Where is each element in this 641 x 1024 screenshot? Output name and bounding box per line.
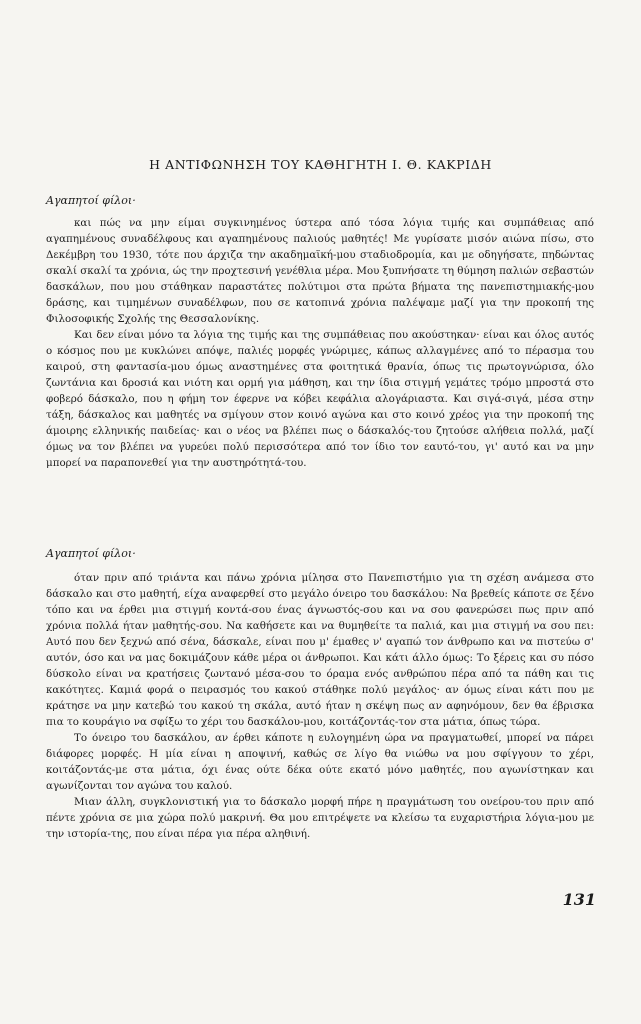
paragraph: Μιαν άλλη, συγκλονιστική για το δάσκαλο μορφή πήρε η πραγμάτωση του ονείρου-του πριν από πέντε χρόνια σε μια χώρα πολύ μακρινή. Θα μου επιτρέψετε να κλείσω τα ευχαριστήρια λόγια-μου με την ιστορία-της, που είναι πέρα για πέρα αληθινή. (46, 796, 594, 840)
salutation-1: Αγαπητοί φίλοι· (46, 194, 136, 207)
section-1-body (46, 215, 594, 471)
page-title: Η ΑΝΤΙΦΩΝΗΣΗ ΤΟΥ ΚΑΘΗΓΗΤΗ Ι. Θ. ΚΑΚΡΙΔΗ (149, 157, 492, 172)
paragraph: και πώς να μην είμαι συγκινημένος ύστερα από τόσα λόγια τιμής και συμπάθειας από αγαπημένους συναδέλφους και αγαπημένους παλιούς μαθητές! Με γυρίσατε μισόν αιώνα πίσω, στο Δεκέμβρη του 1930, τότε που άρχιζα την ακαδημαϊκή-μου σταδιοδρομία, και με οδηγήσατε, πηδώντας σκαλί σκαλί τα χρόνια, ώς την προχτεσινή γενέθλια μέρα. Μου ξυπνήσατε τη θύμηση παλιών σεβαστών δασκάλων, που μου στάθηκαν παραστάτες πολύτιμοι στα πρώτα βήματα της πανεπιστημιακής-μου δράσης, και τιμημένων συναδέλφων, που σε κατοπινά χρόνια παλέψαμε μαζί για την προκοπή της Φιλοσοφικής Σχολής της Θεσσαλονίκης. (46, 217, 594, 325)
section-2-body (46, 570, 594, 842)
page-number: 131 (562, 890, 596, 909)
paragraph: όταν πριν από τριάντα και πάνω χρόνια μίλησα στο Πανεπιστήμιο για τη σχέση ανάμεσα στο δάσκαλο και στο μαθητή, είχα αναφερθεί στο μεγάλο όνειρο του δασκάλου: Να βρεθείς κάποτε σε ξένο τόπο και να έρθει μια στιγμή κοντά-σου ένας άγνωστός-σου και να σου φανερώσει πως πριν από χρόνια πολλά ήταν μαθητής-σου. Να καθήσετε και να θυμηθείτε τα παλιά, και μια στιγμή να σου πει: Αυτό που δεν ξεχνώ από σένα, δάσκαλε, είναι που μ' έμαθες ν' αγαπώ τον άνθρωπο και να πιστεύω σ' αυτόν, όσο και να μας δοκιμάζουν κάθε μέρα οι άνθρωποι. Και κάτι άλλο όμως: Το ξέρεις και συ πόσο δύσκολο είναι να κρατήσεις ζωντανό μέσα-σου το όραμα ενός ανθρώπου πέρα από τα πάθη και τις κακότητες. Καμιά φορά ο πειρασμός του κακού στάθηκε πολύ μεγάλος· αν όμως είναι κάτι που με κράτησε να μην κατεβώ του κακού τη σκάλα, αυτό ήταν η σκέψη πως αν αφηνόμουν, δεν θα έβρισκα πια το κουράγιο να σφίξω το χέρι του δασκάλου-μου, κοιτάζοντάς-τον στα μάτια, όπως τώρα. (46, 572, 594, 728)
paragraph: Και δεν είναι μόνο τα λόγια της τιμής και της συμπάθειας που ακούστηκαν· είναι και όλος αυτός ο κόσμος που με κυκλώνει απόψε, παλιές μορφές γνώριμες, κάπως αλλαγμένες από το πέρασμα του καιρού, στη φαντασία-μου όμως αναστημένες στα φοιτητικά θρανία, όπως τις πρωτογνώρισα, όλο ζωντάνια και δροσιά και νιότη και ορμή για μάθηση, και την ίδια στιγμή γεμάτες τρόμο μπροστά στο φοβερό δάσκαλο, που η φήμη τον έφερνε να κόβει κεφάλια αλογάριαστα. Και σιγά-σιγά, μέσα στην τάξη, δάσκαλος και μαθητές να σμίγουν στον κοινό αγώνα και στο κοινό χρέος για την προκοπή της άμοιρης ελληνικής παιδείας· και ο νέος να βλέπει πως ο δάσκαλός-του ζητούσε αλήθεια πολλά, μαζί όμως να τον βλέπει να γυρεύει πολύ περισσότερα από τον ίδιο τον εαυτό-του, γι' αυτό και να μην μπορεί να παραπονεθεί για την αυστηρότητά-του. (46, 329, 594, 469)
salutation-2: Αγαπητοί φίλοι· (46, 547, 136, 560)
paragraph: Το όνειρο του δασκάλου, αν έρθει κάποτε η ευλογημένη ώρα να πραγματωθεί, μπορεί να πάρει διάφορες μορφές. Η μία είναι η αποψινή, καθώς σε λίγο θα νιώθω να μου σφίγγουν το χέρι, κοιτάζοντάς-με στα μάτια, όχι ένας ούτε δέκα ούτε εκατό μόνο μαθητές, που αγωνίστηκαν και αγωνίζονται τον αγώνα του καλού. (46, 732, 594, 792)
